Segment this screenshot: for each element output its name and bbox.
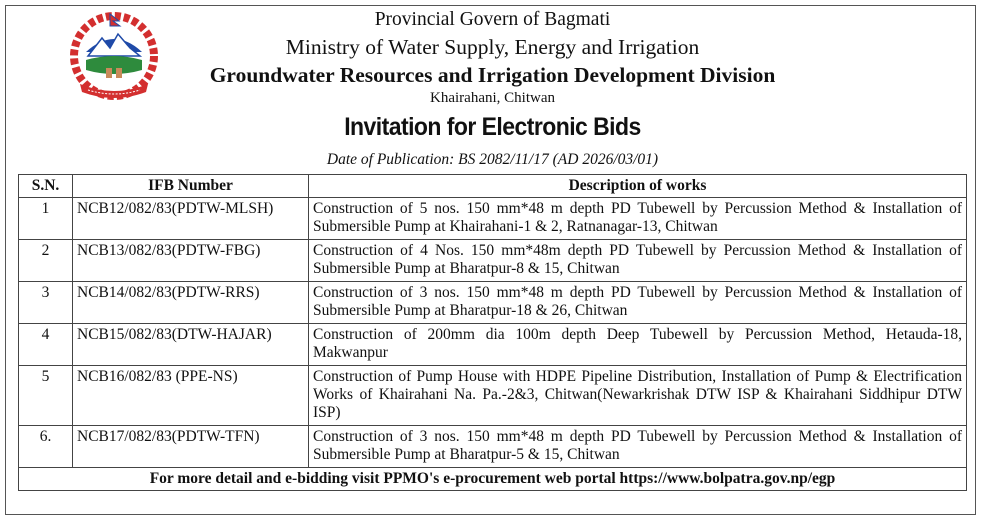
row-ifb-number: NCB15/082/83(DTW-HAJAR) [73,324,309,366]
row-description: Construction of 5 nos. 150 mm*48 m depth PD Tubewell by Percussion Method & Installation of Submersible Pump at Khairahani-1 & 2, Ratnanagar-13, Chitwan [309,198,967,240]
row-ifb-number: NCB17/082/83(PDTW-TFN) [73,426,309,468]
office-location: Khairahani, Chitwan [430,90,555,106]
column-header-ifb: IFB Number [73,175,309,198]
column-header-sn: S.N. [19,175,73,198]
row-sn: 1 [19,198,73,240]
row-ifb-number: NCB14/082/83(PDTW-RRS) [73,282,309,324]
province-name: Provincial Govern of Bagmati [374,9,611,30]
table-footer-row [19,468,967,491]
division-name: Groundwater Resources and Irrigation Development Division [209,63,776,87]
row-ifb-number: NCB16/082/83 (PPE-NS) [73,366,309,426]
bids-table [18,174,967,491]
row-sn: 3 [19,282,73,324]
row-description: Construction of Pump House with HDPE Pipeline Distribution, Installation of Pump & Electrification Works of Khairahani Na. Pa.-2&3, Chitwan(Newarkrishak DTW ISP & Khairahani Siddhipur DTW ISP) [309,366,967,426]
row-description: Construction of 200mm dia 100m depth Deep Tubewell by Percussion Method, Hetauda-18, Makwanpur [309,324,967,366]
table-row [19,198,967,240]
row-ifb-number: NCB12/082/83(PDTW-MLSH) [73,198,309,240]
portal-link-note[interactable]: For more detail and e-bidding visit PPMO's e-procurement web portal https://www.bolpatra.gov.np/egp [19,468,967,491]
row-sn: 5 [19,366,73,426]
row-sn: 4 [19,324,73,366]
row-sn: 6. [19,426,73,468]
table-row [19,324,967,366]
ministry-name: Ministry of Water Supply, Energy and Irrigation [285,35,700,59]
column-header-description: Description of works [309,175,967,198]
table-header-row [19,175,967,198]
table-row [19,240,967,282]
row-description: Construction of 3 nos. 150 mm*48 m depth PD Tubewell by Percussion Method & Installation of Submersible Pump at Bharatpur-5 & 15, Chitwan [309,426,967,468]
row-description: Construction of 4 Nos. 150 mm*48m depth PD Tubewell by Percussion Method & Installation of Submersible Pump at Bharatpur-8 & 15, Chitwan [309,240,967,282]
row-sn: 2 [19,240,73,282]
table-row [19,426,967,468]
row-description: Construction of 3 nos. 150 mm*48 m depth PD Tubewell by Percussion Method & Installation of Submersible Pump at Bharatpur-18 & 26, Chitwan [309,282,967,324]
table-row [19,282,967,324]
publication-date: Date of Publication: BS 2082/11/17 (AD 2026/03/01) [326,151,659,168]
notice-title: Invitation for Electronic Bids [344,113,641,141]
row-ifb-number: NCB13/082/83(PDTW-FBG) [73,240,309,282]
table-row [19,366,967,426]
